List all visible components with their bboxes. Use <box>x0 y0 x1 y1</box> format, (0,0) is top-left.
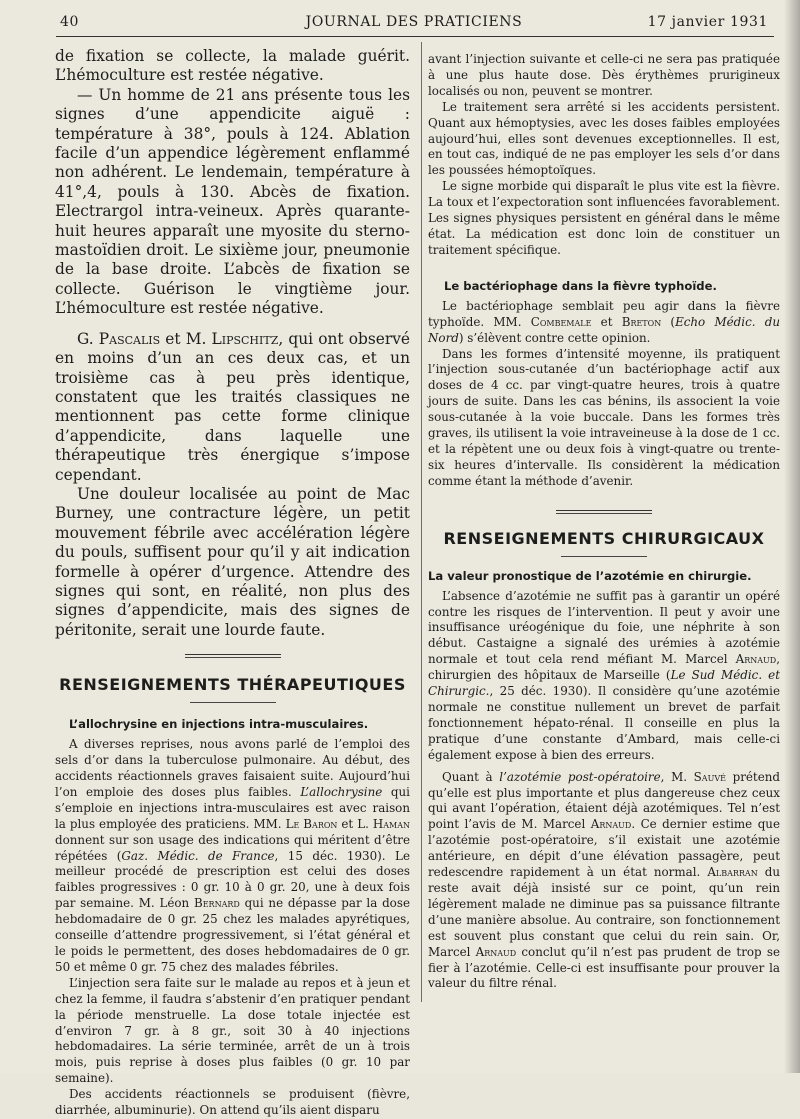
author-name: Arnaud <box>475 944 517 959</box>
page-edge-shadow <box>784 0 800 1073</box>
appendicitis-article <box>55 47 410 640</box>
title-underline <box>561 556 647 557</box>
author-name: Haman <box>372 816 410 831</box>
author-name: Bernard <box>193 896 240 911</box>
running-header <box>60 14 768 36</box>
section-separator <box>428 510 780 514</box>
allochrysine-article <box>55 737 410 1119</box>
azotemia-article <box>428 589 780 993</box>
paragraph: avant l’injection suivante et celle-ci ne sera pas pratiquée à une plus haute dose. Dès érythèmes prurigineux localisés ou non, peuvent se montrer. <box>428 52 780 98</box>
author-name: Breton <box>621 314 662 329</box>
paragraph: Une douleur localisée au point de Mac Burney, une contracture légère, un petit mouvement fébrile avec accélération légère du pouls, suffisent pour qu’il y ait indication formelle à opérer d’urgence. Attendre des signes qui sont, en réalité, non plus des signes d’appendicite, mais des signes de péritonite, serait une lourde faute. <box>55 484 410 639</box>
journal-reference: Le Sud Médic. et Chirurgic. <box>428 668 780 699</box>
author-name: Combemale <box>530 314 592 329</box>
page-number: 40 <box>60 14 80 30</box>
therapeutic-section <box>55 675 410 1119</box>
journal-reference: Gaz. Médic. de France <box>121 848 275 863</box>
allochrysine-continuation <box>428 52 780 259</box>
author-name: Sauvé <box>693 769 726 784</box>
journal-title: JOURNAL DES PRATICIENS <box>305 14 523 30</box>
author-name: Arnaud <box>735 652 777 667</box>
article-subheading: Le bactériophage dans la fièvre typhoïde. <box>444 278 717 293</box>
author-name: Lipschitz <box>211 329 279 348</box>
surgical-section <box>428 529 780 993</box>
header-rule <box>56 36 774 37</box>
section-title: RENSEIGNEMENTS THÉRAPEUTIQUES <box>59 675 406 695</box>
section-separator <box>55 654 410 658</box>
section-title: RENSEIGNEMENTS CHIRURGICAUX <box>443 528 765 548</box>
paragraph: — Un homme de 21 ans présente tous les signes d’une appendicite aiguë : température à 38°, pouls à 124. Ablation facile d’un appendice légèrement enflammé non adhérent. Le lendemain, température à 41°,4, pouls à 130. Abcès de fixation. Electrargol intra-veineux. Après quarante-huit heures apparaît une myosite du sterno-mastoïdien droit. Le sixième jour, pneumonie de la base droite. L’abcès de fixation se collecte. Guérison le vingtième jour. L’hémoculture est restée négative. <box>55 85 410 318</box>
right-column <box>428 52 780 992</box>
author-name: G. Pascalis <box>77 329 161 348</box>
paragraph: Le traitement sera arrêté si les accidents persistent. Quant aux hémoptysies, avec les doses faibles employées aujourd’hui, elles sont devenues exceptionnelles. Il est, en tout cas, indiqué de ne pas employer les sels d’or dans les poussées hémoptoïques. <box>428 99 780 178</box>
paragraph: Le bactériophage semblait peu agir dans la fièvre typhoïde. MM. Combemale et Breton (Echo Médic. du Nord) s’élèvent contre cette opinion. <box>428 298 780 345</box>
paragraph: G. Pascalis et M. Lipschitz, qui ont observé en moins d’un an ces deux cas, et un troisième cas à peu près identique, constatent que les traités classiques ne mentionnent pas cette forme clinique d’appendicite, dans laquelle une thérapeutique très énergique s’impose cependant. <box>55 329 410 484</box>
paragraph: Dans les formes d’intensité moyenne, ils pratiquent l’injection sous-cutanée d’un bactériophage actif aux doses de 4 cc. par vingt-quatre heures, trois à quatre jours de suite. Dans les cas bénins, ils associent la voie sous-cutanée à la voie buccale. Dans les formes très graves, ils utilisent la voie intraveineuse à la dose de 1 cc. et la répètent une ou deux fois à vingt-quatre ou trente-six heures d’intervalle. Ils considèrent la médication comme étant la méthode d’avenir. <box>428 346 780 488</box>
paragraph: Quant à l’azotémie post-opératoire, M. Sauvé prétend qu’elle est plus importante et plus dangereuse chez ceux qui avant l’opération, étaient déjà azotémiques. Tel n’est point l’avis de M. Marcel Arnaud. Ce dernier estime que l’azotémie post-opératoire, s’il existait une azotémie antérieure, en dépit d’une élévation passagère, peut redescendre rapidement à un état normal. Albarran du reste avait déjà insisté sur ce point, qu’un rein légèrement malade ne diminue pas sa puissance filtrante d’une manière absolue. Au contraire, son fonctionnement est souvent plus constant que celui du rein sain. Or, Marcel Arnaud conclut qu’il n’est pas prudent de trop se fier à l’azotémie. Celle-ci est insuffisante pour prouver la valeur du filtre rénal. <box>428 769 780 991</box>
article-subheading: L’allochrysine en injections intra-musculaires. <box>69 717 369 732</box>
journal-reference: Echo Médic. du Nord <box>428 314 780 345</box>
left-column <box>55 47 410 1119</box>
author-name: Albarran <box>707 865 758 880</box>
paragraph: Le signe morbide qui disparaît le plus vite est la fièvre. La toux et l’expectoration sont influencées favorablement. Les signes physiques persistent en général dans le même état. La médication est donc loin de constituer un traitement spécifique. <box>428 179 780 257</box>
paragraph: L’absence d’azotémie ne suffit pas à garantir un opéré contre les risques de l’intervention. Il peut y avoir une insuffisance uréogénique du foie, une néphrite à son début. Castaigne a signalé des urémies à azotémie normale et tout cela rend méfiant M. Marcel Arnaud, chirurgien des hôpitaux de Marseille (Le Sud Médic. et Chirurgic., 25 déc. 1930). Il considère qu’une azotémie normale ne constitue nullement un brevet de parfait fonctionnement hépato-rénal. Il conseille en plus la pratique d’une constante d’Ambard, mais celle-ci également expose à bien des erreurs. <box>428 588 780 762</box>
author-name: Le Baron <box>285 816 338 831</box>
issue-date: 17 janvier 1931 <box>647 14 768 30</box>
article-subheading: La valeur pronostique de l’azotémie en chirurgie. <box>428 568 752 583</box>
paragraph: de fixation se collecte, la malade guérit. L’hémoculture est restée négative. <box>55 47 410 85</box>
title-underline <box>190 702 276 703</box>
column-divider <box>421 42 422 1002</box>
paragraph: L’injection sera faite sur le malade au repos et à jeun et chez la femme, il faudra s’abstenir d’en pratiquer pendant la période menstruelle. La dose totale injectée est d’environ 7 gr. à 8 gr., soit 30 à 40 injections hebdomadaires. La série terminée, arrêt de un à trois mois, puis reprise à doses plus faibles (0 gr. 10 par semaine). <box>55 975 410 1086</box>
bacteriophage-article <box>428 299 780 490</box>
author-name: Arnaud <box>590 817 632 832</box>
paragraph: A diverses reprises, nous avons parlé de l’emploi des sels d’or dans la tuberculose pulmonaire. Au début, des accidents réactionnels graves faisaient suite. Aujourd’hui l’on emploie des doses plus faibles. L’allochrysine qui s’emploie en injections intra-musculaires est avec raison la plus employée des praticiens. MM. Le Baron et L. Haman donnent sur son usage des indications qui méritent d’être répétées (Gaz. Médic. de France, 15 déc. 1930). Le meilleur procédé de prescription est celui des doses faibles progressives : 0 gr. 10 à 0 gr. 20, une à deux fois par semaine. M. Léon Bernard qui ne dépasse par la dose hebdomadaire de 0 gr. 25 chez les malades apyrétiques, conseille d’attendre progressivement, si l’état général et le poids le permettent, des doses hebdomadaires de 0 gr. 50 et même 0 gr. 75 chez des malades fébriles. <box>55 737 410 974</box>
paragraph: Des accidents réactionnels se produisent (fièvre, diarrhée, albuminurie). On attend qu’ils aient disparu <box>55 1087 410 1118</box>
